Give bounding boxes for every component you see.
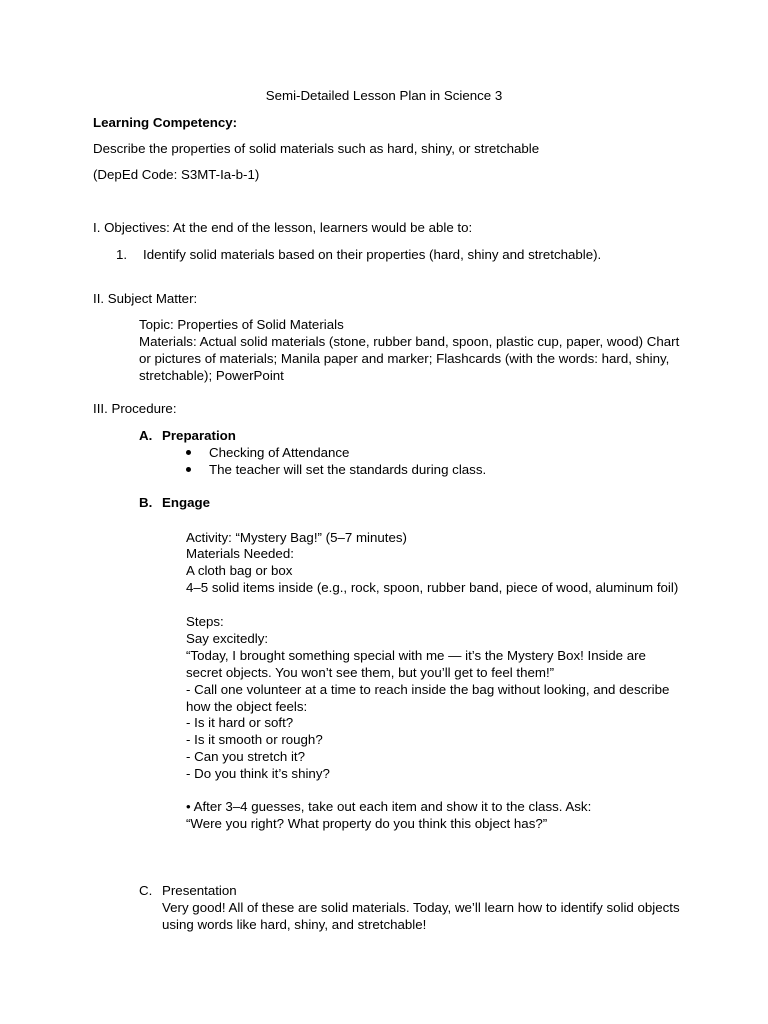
objective-number: 1. (116, 247, 128, 262)
engage-letter: B. (139, 495, 153, 510)
ask-quote: “Were you right? What property do you think this object has?” (186, 816, 548, 831)
bullet-item (186, 461, 486, 478)
material-item: 4–5 solid items inside (e.g., rock, spoon, rubber band, piece of wood, aluminum foil) (186, 580, 679, 595)
material-item: A cloth bag or box (186, 563, 293, 578)
bullet-text: Checking of Attendance (209, 445, 350, 460)
question-item: - Can you stretch it? (186, 749, 305, 764)
document-title: Semi-Detailed Lesson Plan in Science 3 (265, 88, 503, 103)
objectives-heading: I. Objectives: At the end of the lesson, learners would be able to: (93, 220, 473, 235)
steps-heading: Steps: (186, 614, 224, 629)
deped-code: (DepEd Code: S3MT-Ia-b-1) (93, 167, 260, 182)
materials-needed-label: Materials Needed: (186, 546, 294, 561)
presentation-text: Very good! All of these are solid materials. Today, we’ll learn how to identify solid objects using words like hard, shiny, and stretchable! (162, 900, 680, 932)
subject-materials: Materials: Actual solid materials (stone, rubber band, spoon, plastic cup, paper, wood) Chart or pictures of materials; Manila paper and marker; Flashcards (with the words: hard, shiny, stretchable); PowerPoint (139, 334, 680, 383)
objective-item: Identify solid materials based on their properties (hard, shiny and stretchable). (143, 247, 602, 262)
procedure-heading: III. Procedure: (93, 401, 177, 416)
call-volunteer-line: - Call one volunteer at a time to reach inside the bag without looking, and describe how the object feels: (186, 682, 670, 714)
preparation-title: Preparation (162, 428, 236, 443)
subject-topic: Topic: Properties of Solid Materials (139, 317, 344, 332)
question-item: - Do you think it’s shiny? (186, 766, 330, 781)
presentation-letter: C. (139, 883, 153, 898)
subject-matter-heading: II. Subject Matter: (93, 291, 198, 306)
preparation-letter: A. (139, 428, 153, 443)
after-guesses-line: • After 3–4 guesses, take out each item and show it to the class. Ask: (186, 799, 592, 814)
mystery-box-quote: “Today, I brought something special with me — it’s the Mystery Box! Inside are secret objects. You won’t see them, but you’ll get to feel them!” (186, 648, 646, 680)
question-item: - Is it smooth or rough? (186, 732, 323, 747)
presentation-title: Presentation (162, 883, 237, 898)
bullet-item (186, 444, 349, 461)
engage-title: Engage (162, 495, 211, 510)
question-item: - Is it hard or soft? (186, 715, 294, 730)
activity-line: Activity: “Mystery Bag!” (5–7 minutes) (186, 530, 407, 545)
bullet-icon (186, 450, 191, 455)
bullet-text: The teacher will set the standards during class. (209, 462, 487, 477)
learning-competency-text: Describe the properties of solid materials such as hard, shiny, or stretchable (93, 141, 540, 156)
learning-competency-heading: Learning Competency: (93, 115, 238, 130)
bullet-icon (186, 467, 191, 472)
say-line: Say excitedly: (186, 631, 269, 646)
